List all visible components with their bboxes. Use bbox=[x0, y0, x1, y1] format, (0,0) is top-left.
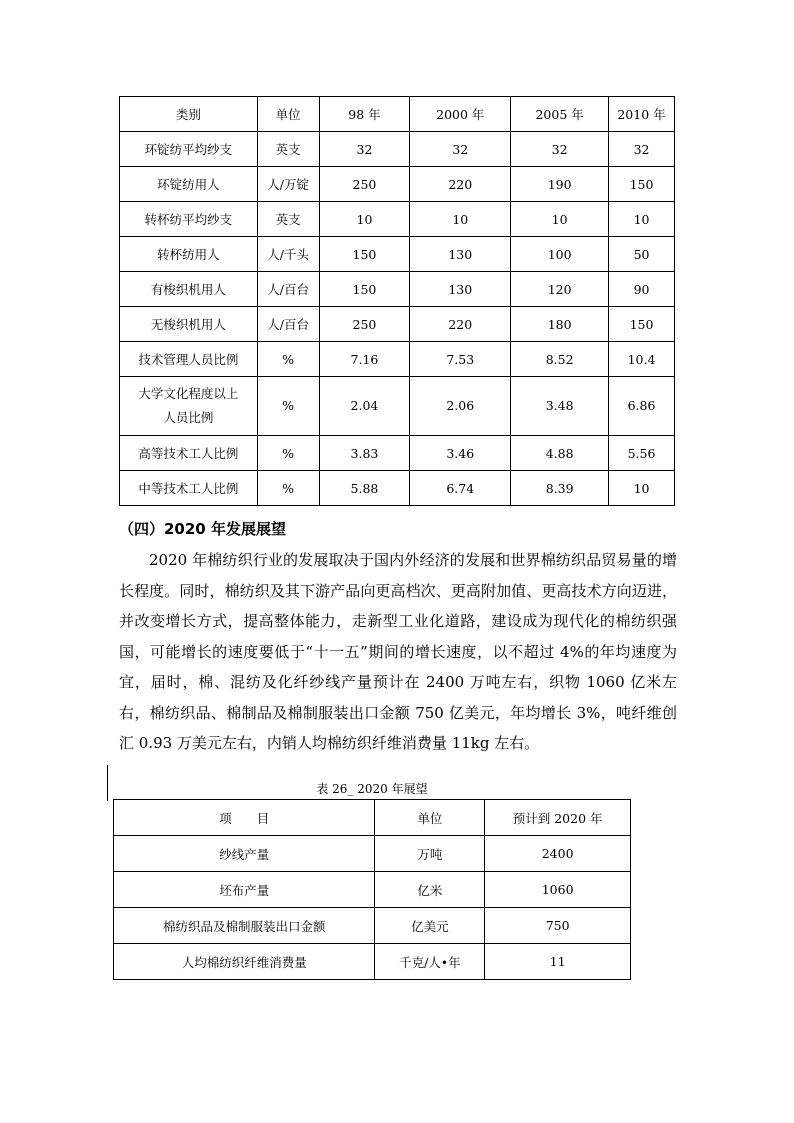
table-cell: 10 bbox=[319, 202, 410, 237]
table-cell: % bbox=[257, 436, 319, 471]
table-cell: 10 bbox=[511, 202, 609, 237]
table-cell: 纱线产量 bbox=[114, 836, 375, 872]
table-cell: 150 bbox=[609, 167, 675, 202]
table-cell: 32 bbox=[511, 132, 609, 167]
header-cell: 预计到 2020 年 bbox=[485, 800, 631, 836]
table-row bbox=[114, 908, 631, 944]
table-header-row bbox=[114, 800, 631, 836]
table-row bbox=[120, 202, 675, 237]
table-cell: 无梭织机用人 bbox=[120, 307, 258, 342]
table-cell: 亿米 bbox=[375, 872, 485, 908]
cell-line: 大学文化程度以上 bbox=[138, 386, 239, 401]
header-cell: 单位 bbox=[375, 800, 485, 836]
table-row bbox=[120, 237, 675, 272]
table-cell: 100 bbox=[511, 237, 609, 272]
table-cell: % bbox=[257, 471, 319, 506]
table-caption: 表 26_ 2020 年展望 bbox=[316, 782, 428, 796]
table-cell: 10 bbox=[410, 202, 511, 237]
table-cell: 4.88 bbox=[511, 436, 609, 471]
table-cell: 转杯纺用人 bbox=[120, 237, 258, 272]
table-cell: 英支 bbox=[257, 132, 319, 167]
table-cell: % bbox=[257, 342, 319, 377]
table-cell: 7.53 bbox=[410, 342, 511, 377]
table-cell: 5.56 bbox=[609, 436, 675, 471]
table-cell: 10.4 bbox=[609, 342, 675, 377]
table-cell: 中等技术工人比例 bbox=[120, 471, 258, 506]
table-cell: 190 bbox=[511, 167, 609, 202]
table-cell: 10 bbox=[609, 471, 675, 506]
table-cell: 8.52 bbox=[511, 342, 609, 377]
table-cell: 6.74 bbox=[410, 471, 511, 506]
table-cell: 环锭纺用人 bbox=[120, 167, 258, 202]
table-cell: 150 bbox=[319, 237, 410, 272]
table-row bbox=[120, 167, 675, 202]
table-cell: 亿美元 bbox=[375, 908, 485, 944]
header-cell: 98 年 bbox=[319, 97, 410, 132]
table-row bbox=[114, 872, 631, 908]
table-header-row bbox=[120, 97, 675, 132]
table-cell: 250 bbox=[319, 307, 410, 342]
talent-indicator-table bbox=[119, 96, 675, 506]
table-cell: 130 bbox=[410, 237, 511, 272]
table-cell bbox=[120, 377, 258, 436]
table-cell: 3.48 bbox=[511, 377, 609, 436]
table-cell: 11 bbox=[485, 944, 631, 980]
cell-line: 人员比例 bbox=[163, 410, 214, 425]
table-cell: 有梭织机用人 bbox=[120, 272, 258, 307]
table-cell: 2.06 bbox=[410, 377, 511, 436]
table-cell: 高等技术工人比例 bbox=[120, 436, 258, 471]
table-cell: 220 bbox=[410, 167, 511, 202]
table-cell: 5.88 bbox=[319, 471, 410, 506]
table-cell: 3.83 bbox=[319, 436, 410, 471]
table-cell: 2400 bbox=[485, 836, 631, 872]
outlook-2020-table bbox=[113, 799, 631, 980]
table-cell: 750 bbox=[485, 908, 631, 944]
table-cell: 千克/人•年 bbox=[375, 944, 485, 980]
table-cell: 转杯纺平均纱支 bbox=[120, 202, 258, 237]
header-cell: 类别 bbox=[120, 97, 258, 132]
table-cell: 人/百台 bbox=[257, 307, 319, 342]
table-cell: 180 bbox=[511, 307, 609, 342]
table-row bbox=[114, 836, 631, 872]
table-cell: 2.04 bbox=[319, 377, 410, 436]
table-cell: 坯布产量 bbox=[114, 872, 375, 908]
table-cell: 英支 bbox=[257, 202, 319, 237]
table-cell: 150 bbox=[319, 272, 410, 307]
table-cell: 人/万锭 bbox=[257, 167, 319, 202]
table-row bbox=[114, 944, 631, 980]
table-cell: 6.86 bbox=[609, 377, 675, 436]
header-cell: 2010 年 bbox=[609, 97, 675, 132]
table-row bbox=[120, 377, 675, 436]
table-cell: 人/百台 bbox=[257, 272, 319, 307]
table-row bbox=[120, 471, 675, 506]
table-cell: 32 bbox=[319, 132, 410, 167]
table-cell: 7.16 bbox=[319, 342, 410, 377]
table-cell: 250 bbox=[319, 167, 410, 202]
header-cell: 2005 年 bbox=[511, 97, 609, 132]
table-cell: 10 bbox=[609, 202, 675, 237]
table-cell: 1060 bbox=[485, 872, 631, 908]
table-cell: % bbox=[257, 377, 319, 436]
paragraph-text: 2020 年棉纺织行业的发展取决于国内外经济的发展和世界棉纺织品贸易量的增长程度。同时，棉纺织及其下游产品向更高档次、更高附加值、更高技术方向迈进，并改变增长方式，提高整体能力，走新型工业化道路，建设成为现代化的棉纺织强国，可能增长的速度要低于“十一五”期间的增长速度，以不超过 4%的年均速度为宜，届时，棉、混纺及化纤纱线产量预计在 2400 万吨左右，织物 1060 亿米左右，棉纺织品、棉制品及棉制服装出口金额 750 亿美元，年均增长 3%，吨纤维创汇 0.93 万美元左右，内销人均棉纺织纤维消费量 11kg 左右。 bbox=[119, 551, 677, 752]
header-cell: 项 目 bbox=[114, 800, 375, 836]
table-cell: 人均棉纺织纤维消费量 bbox=[114, 944, 375, 980]
table-cell: 万吨 bbox=[375, 836, 485, 872]
table-cell: 32 bbox=[410, 132, 511, 167]
text-cursor-mark bbox=[107, 765, 108, 801]
table-cell: 130 bbox=[410, 272, 511, 307]
table-cell: 120 bbox=[511, 272, 609, 307]
table-cell: 技术管理人员比例 bbox=[120, 342, 258, 377]
table-cell: 32 bbox=[609, 132, 675, 167]
table-cell: 棉纺织品及棉制服装出口金额 bbox=[114, 908, 375, 944]
section-heading: （四）2020 年发展展望 bbox=[119, 520, 286, 538]
table-row bbox=[120, 272, 675, 307]
table-cell: 环锭纺平均纱支 bbox=[120, 132, 258, 167]
table-cell: 8.39 bbox=[511, 471, 609, 506]
body-paragraph bbox=[119, 545, 677, 759]
table-cell: 90 bbox=[609, 272, 675, 307]
table-row bbox=[120, 436, 675, 471]
table-cell: 人/千头 bbox=[257, 237, 319, 272]
table-row bbox=[120, 307, 675, 342]
table-cell: 3.46 bbox=[410, 436, 511, 471]
table-cell: 220 bbox=[410, 307, 511, 342]
table-cell: 50 bbox=[609, 237, 675, 272]
table-row bbox=[120, 342, 675, 377]
header-cell: 单位 bbox=[257, 97, 319, 132]
table-cell: 150 bbox=[609, 307, 675, 342]
table-row bbox=[120, 132, 675, 167]
header-cell: 2000 年 bbox=[410, 97, 511, 132]
